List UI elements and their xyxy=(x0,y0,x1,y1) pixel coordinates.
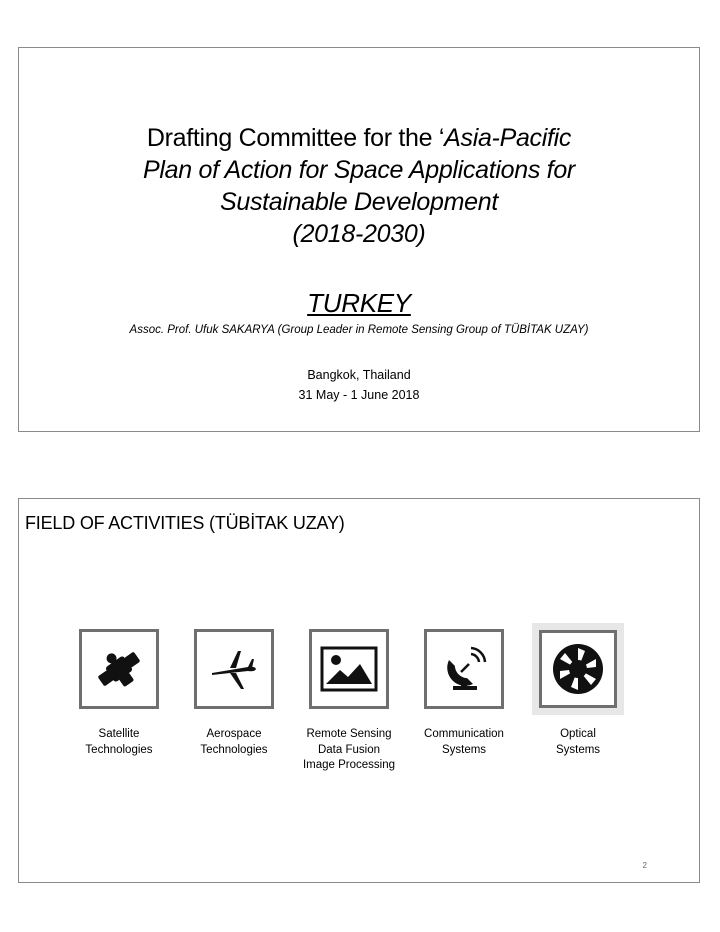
satellite-tile xyxy=(79,629,159,709)
title-line-2: Plan of Action for Space Applications for xyxy=(143,156,575,184)
title-line-1-italic: Asia-Pacific xyxy=(444,124,572,152)
image-icon xyxy=(320,646,378,692)
slide-title xyxy=(19,122,699,250)
event-location: Bangkok, Thailand xyxy=(307,368,411,382)
caption-aerospace: Aerospace Technologies xyxy=(200,728,268,756)
caption-remote-sensing: Remote Sensing Data Fusion Image Processing xyxy=(302,728,396,771)
aerospace-tile xyxy=(194,629,274,709)
title-slide xyxy=(18,47,700,432)
remote-sensing-tile xyxy=(309,629,389,709)
optical-tile-frame xyxy=(539,630,617,708)
slide-title: FIELD OF ACTIVITIES (TÜBİTAK UZAY) xyxy=(25,513,345,533)
title-line-3: Sustainable Development xyxy=(219,188,498,216)
communication-tile xyxy=(424,629,504,709)
title-line-4: (2018-2030) xyxy=(292,220,426,248)
caption-satellite: Satellite Technologies xyxy=(85,728,153,756)
caption-optical: Optical Systems xyxy=(555,728,601,756)
title-line-1: Drafting Committee for the ‘ xyxy=(146,124,445,152)
satellite-icon xyxy=(94,644,144,694)
optical-tile xyxy=(532,623,624,715)
event-date: 31 May - 1 June 2018 xyxy=(298,388,420,402)
country-heading: TURKEY xyxy=(307,288,411,318)
caption-communication: Communication Systems xyxy=(424,728,504,756)
page-number: 2 xyxy=(642,861,647,870)
presenter-line: Assoc. Prof. Ufuk SAKARYA (Group Leader in Remote Sensing Group of TÜBİTAK UZAY) xyxy=(129,324,589,336)
airplane-icon xyxy=(208,643,260,695)
activities-slide xyxy=(18,498,700,883)
camera-aperture-icon xyxy=(551,642,605,696)
satellite-dish-icon xyxy=(439,644,489,694)
